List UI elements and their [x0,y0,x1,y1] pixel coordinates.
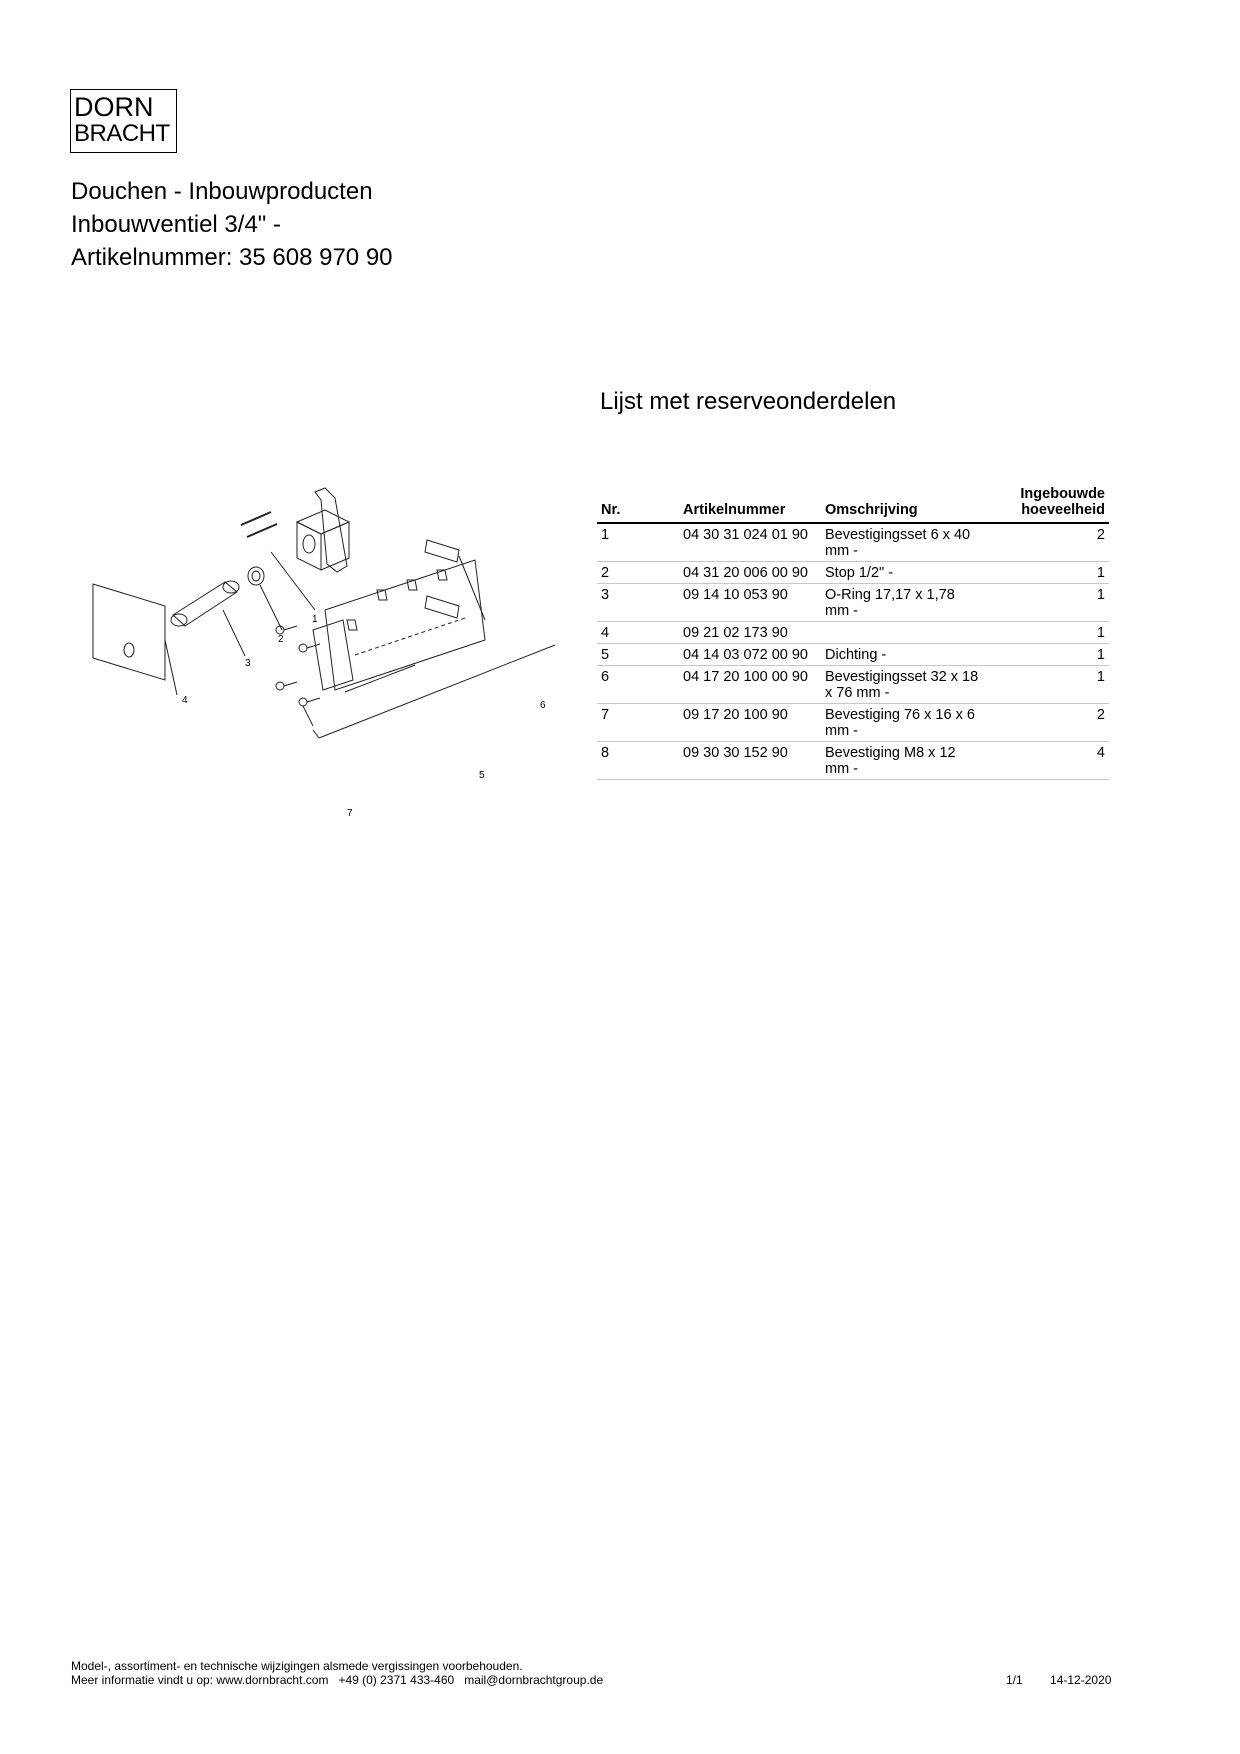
spare-parts-table [597,486,1109,780]
diagram-label-7: 7 [347,808,353,819]
table-row [597,666,1109,704]
table-row [597,742,1109,780]
cell-nr: 6 [597,666,679,704]
cell-quantity: 4 [996,742,1109,780]
diagram-label-3: 3 [245,658,251,669]
document-date: 14-12-2020 [1050,1673,1112,1687]
table-header-row [597,486,1109,523]
description-line-2: mm - [825,761,859,777]
category-title: Douchen - Inbouwproducten [71,178,373,205]
description-line-2: x 76 mm - [825,685,890,701]
mounting-frame-part [313,560,485,692]
diagram-label-2: 2 [278,634,284,645]
diagram-label-5: 5 [479,770,485,781]
table-row [597,523,1109,562]
cover-plate-part [93,584,165,680]
cell-nr: 2 [597,562,679,584]
header-quantity [996,486,1109,523]
table-row [597,704,1109,742]
footer-disclaimer [71,1659,603,1687]
cell-article: 09 30 30 152 90 [679,742,821,780]
bracket-part [425,540,485,620]
cell-nr: 1 [597,523,679,562]
cell-nr: 3 [597,584,679,622]
cell-article: 09 14 10 053 90 [679,584,821,622]
cell-quantity: 2 [996,704,1109,742]
header-description: Omschrijving [821,486,996,523]
description-line-1: Stop 1/2" - [825,565,894,581]
description-line-1: Dichting - [825,647,887,663]
header-article: Artikelnummer [679,486,821,523]
cell-nr: 4 [597,622,679,644]
article-number: Artikelnummer: 35 608 970 90 [71,244,393,271]
cell-description [821,562,996,584]
table-row [597,584,1109,622]
description-line-2: mm - [825,603,859,619]
cell-article: 04 30 31 024 01 90 [679,523,821,562]
description-line-1: Bevestigingsset 6 x 40 [825,527,971,543]
cell-quantity: 1 [996,622,1109,644]
table-row [597,644,1109,666]
exploded-view-diagram [85,480,575,840]
dornbracht-logo [70,89,177,153]
cell-description [821,523,996,562]
document-header [71,175,393,274]
cell-description [821,584,996,622]
cell-article: 09 21 02 173 90 [679,622,821,644]
cell-article: 09 17 20 100 90 [679,704,821,742]
cell-article: 04 17 20 100 00 90 [679,666,821,704]
cell-article: 04 14 03 072 00 90 [679,644,821,666]
cell-quantity: 1 [996,666,1109,704]
cell-description [821,742,996,780]
page-info [1006,1673,1135,1687]
diagram-label-4: 4 [182,695,188,706]
description-line-1: Bevestigingsset 32 x 18 [825,669,979,685]
table-row [597,562,1109,584]
logo-line-1: DORN [74,92,154,122]
valve-box-part [297,488,349,572]
cell-nr: 7 [597,704,679,742]
cell-quantity: 2 [996,523,1109,562]
description-line-2: mm - [825,723,859,739]
header-quantity-line-2: hoeveelheid [1021,502,1105,518]
cell-quantity: 1 [996,584,1109,622]
cell-description [821,622,996,644]
diagram-label-6: 6 [540,700,546,711]
cell-article: 04 31 20 006 00 90 [679,562,821,584]
cell-nr: 8 [597,742,679,780]
footer-line-2: Meer informatie vindt u op: www.dornbracht.com +49 (0) 2371 433-460 mail@dornbrachtgroup.de [71,1673,604,1687]
table-row [597,622,1109,644]
description-line-1: O-Ring 17,17 x 1,78 [825,587,955,603]
cell-description [821,704,996,742]
diagram-label-1: 1 [312,614,318,625]
o-ring-part [248,567,264,585]
cell-description [821,666,996,704]
description-line-2: mm - [825,543,859,559]
header-nr: Nr. [597,486,679,523]
footer-line-1: Model-, assortiment- en technische wijzigingen alsmede vergissingen voorbehouden. [71,1659,523,1673]
header-quantity-line-1: Ingebouwde [1020,486,1105,502]
description-line-1: Bevestiging 76 x 16 x 6 [825,707,975,723]
cell-description [821,644,996,666]
cell-quantity: 1 [996,644,1109,666]
cell-quantity: 1 [996,562,1109,584]
page-number: 1/1 [1006,1673,1023,1687]
spare-parts-list-title: Lijst met reserveonderdelen [600,388,897,415]
cell-nr: 5 [597,644,679,666]
description-line-1: Bevestiging M8 x 12 [825,745,956,761]
product-title: Inbouwventiel 3/4" - [71,211,281,238]
logo-line-2: BRACHT [74,120,170,147]
